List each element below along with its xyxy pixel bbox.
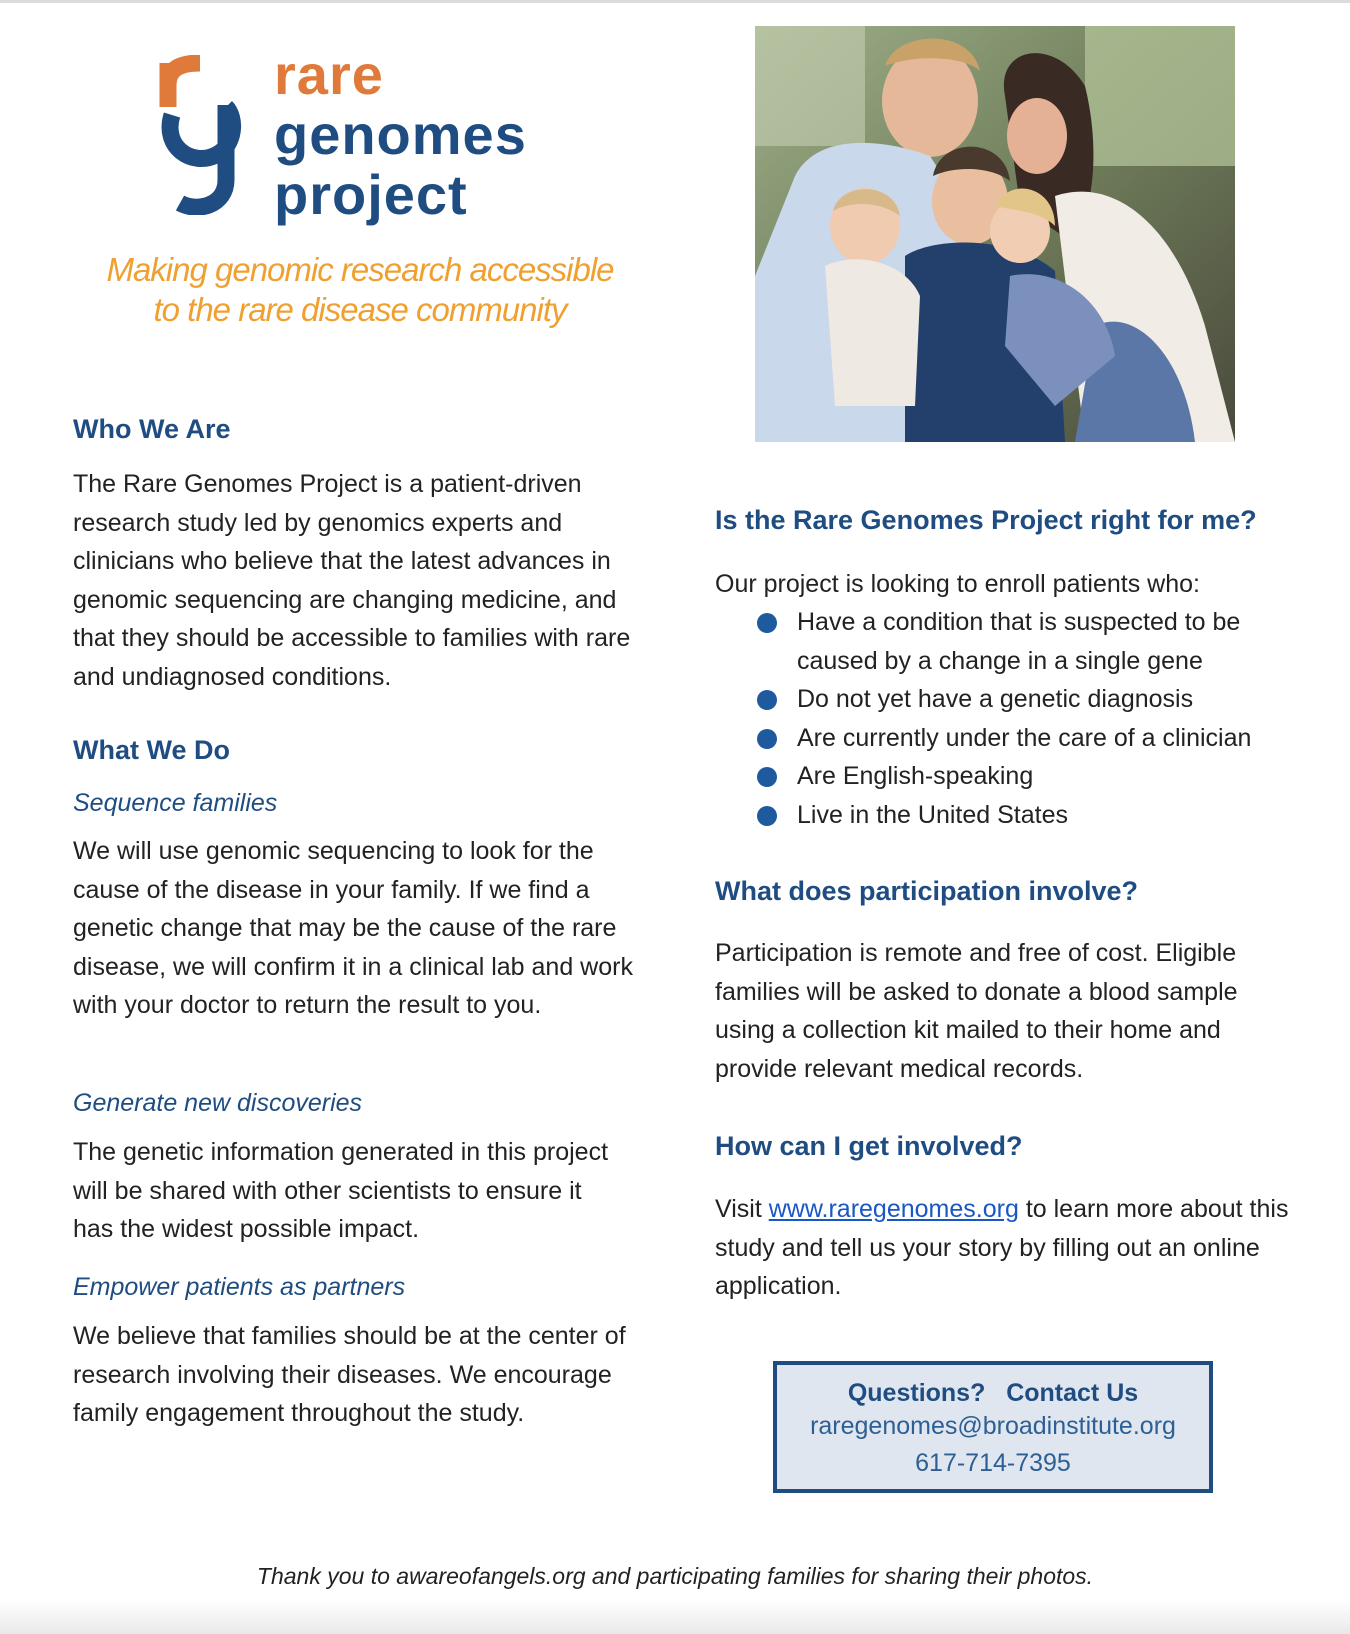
get-involved-prefix: Visit	[715, 1195, 762, 1223]
generate-discoveries-title: Generate new discoveries	[73, 1089, 363, 1117]
list-item-text: Have a condition that is suspected to be caused by a change in a single gene	[797, 608, 1241, 675]
list-item	[757, 603, 1277, 680]
contact-box	[773, 1361, 1213, 1493]
right-for-me-intro: Our project is looking to enroll patients who:	[715, 570, 1200, 598]
bullet-dot-icon	[757, 767, 777, 787]
raregenomes-link[interactable]: www.raregenomes.org	[768, 1195, 1019, 1223]
generate-discoveries-body: The genetic information generated in this project will be shared with other scientists to ensure it has the widest possible impact.	[73, 1138, 609, 1243]
bullet-dot-icon	[757, 729, 777, 749]
get-involved-suffix: to learn more about this study and tell us your story by filling out an online application.	[715, 1195, 1289, 1300]
list-item-text: Are currently under the care of a clinician	[797, 723, 1252, 752]
list-item-text: Are English-speaking	[797, 762, 1034, 790]
logo-word-rare: rare	[274, 43, 384, 106]
bullet-dot-icon	[757, 806, 777, 826]
participation-heading: What does participation involve?	[715, 876, 1139, 906]
empower-patients-body: We believe that families should be at the center of research involving their diseases. We encourage family engagement throughout the study.	[73, 1322, 626, 1427]
page-bottom-edge	[0, 1600, 1350, 1634]
logo-word-project: project	[274, 163, 468, 226]
logo-mark-icon	[158, 55, 268, 215]
bullet-dot-icon	[757, 690, 777, 710]
bullet-dot-icon	[757, 613, 777, 633]
top-divider	[0, 0, 1350, 3]
list-item-text: Live in the United States	[797, 800, 1068, 829]
who-we-are-body: The Rare Genomes Project is a patient-driven research study led by genomics experts and clinicians who believe that the latest advances in genomic sequencing are changing medicine, and that they should be accessible to families with rare and undiagnosed conditions.	[73, 470, 631, 691]
get-involved-body	[715, 1190, 1290, 1306]
tagline: Making genomic research accessible to the rare disease community	[106, 251, 614, 328]
sequence-families-body: We will use genomic sequencing to look for the cause of the disease in your family. If we find a genetic change that may be the cause of the rare disease, we will confirm it in a clinical lab and work with your doctor to return the result to you.	[73, 837, 633, 1019]
sequence-families-title: Sequence families	[73, 789, 278, 817]
contact-title: Questions? Contact Us	[847, 1379, 1139, 1407]
what-we-do-heading: What We Do	[73, 735, 230, 765]
get-involved-heading: How can I get involved?	[715, 1131, 1023, 1161]
list-item	[757, 719, 1277, 758]
logo-word-genomes: genomes	[274, 103, 527, 166]
empower-patients-title: Empower patients as partners	[73, 1273, 406, 1301]
contact-phone[interactable]: 617-714-7395	[915, 1449, 1071, 1477]
contact-email[interactable]: raregenomes@broadinstitute.org	[810, 1412, 1176, 1440]
list-item-text: Do not yet have a genetic diagnosis	[797, 685, 1194, 713]
list-item	[757, 680, 1277, 719]
logo-wordmark	[274, 45, 527, 225]
family-photo-image	[755, 26, 1235, 442]
eligibility-list	[757, 603, 1277, 834]
list-item	[757, 757, 1277, 796]
participation-body: Participation is remote and free of cost. Eligible families will be asked to donate a blood sample using a collection kit mailed to their home and provide relevant medical records.	[715, 939, 1238, 1083]
family-photo	[755, 26, 1235, 442]
photo-credit-footer: Thank you to awareofangels.org and participating families for sharing their photos.	[256, 1563, 1094, 1589]
list-item	[757, 796, 1277, 835]
right-for-me-heading: Is the Rare Genomes Project right for me?	[715, 505, 1257, 535]
who-we-are-heading: Who We Are	[73, 414, 231, 444]
rare-genomes-logo	[158, 45, 578, 235]
